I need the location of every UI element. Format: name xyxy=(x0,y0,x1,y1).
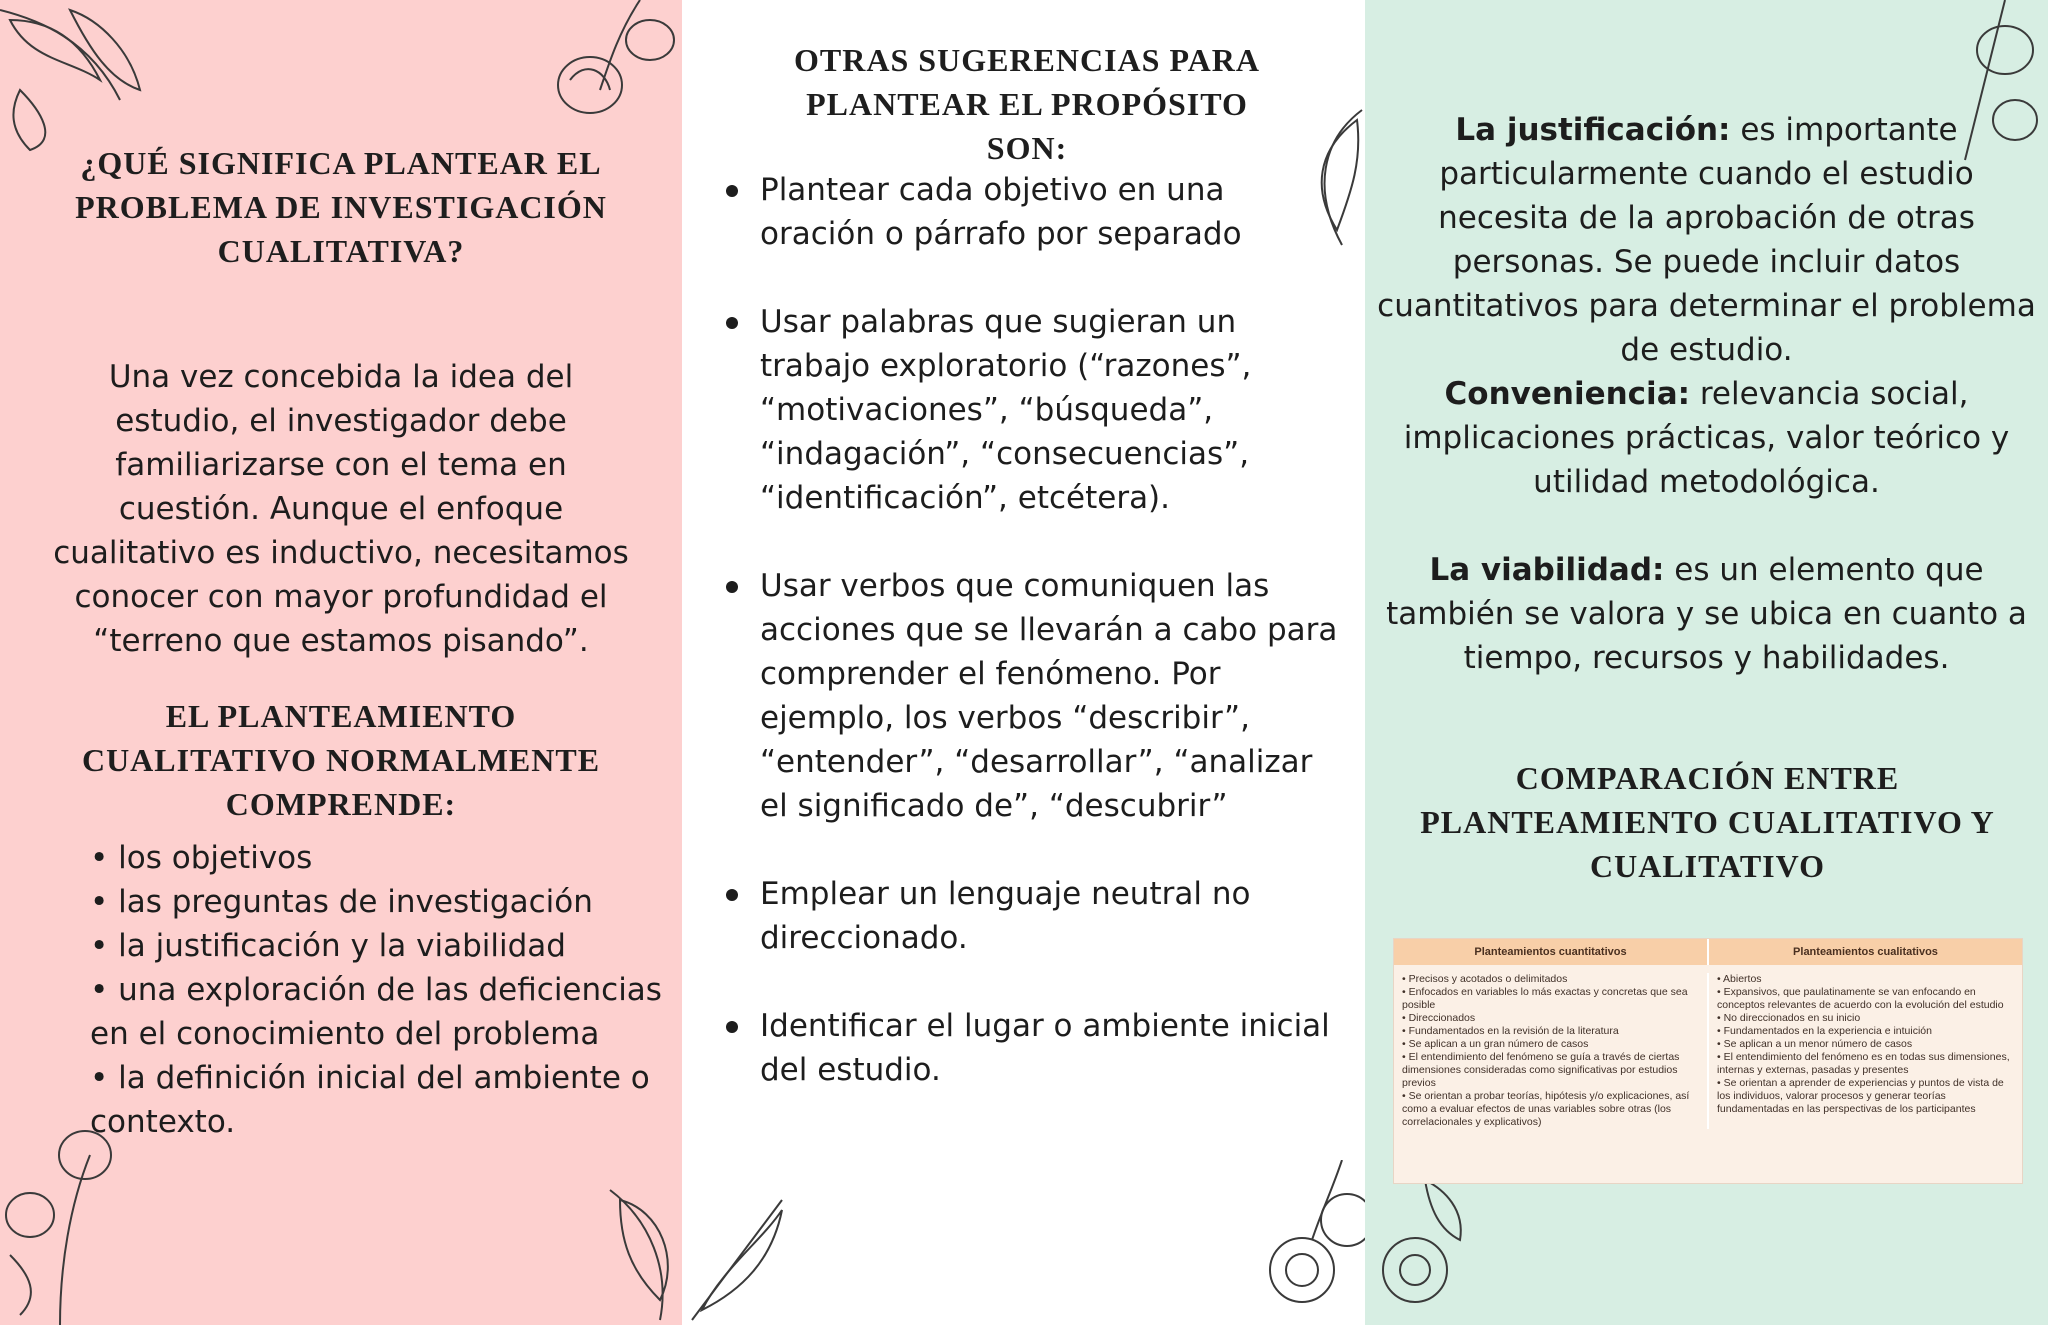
list-item-text: Identificar el lugar o ambiente inicial del estudio. xyxy=(760,1008,1330,1088)
list-item: • las preguntas de investigación xyxy=(90,884,593,920)
table-cell: • Se orientan a probar teorías, hipótesis y/o explicaciones, así como a evaluar efectos de unas variables sobre otras (los correlacionales y explicativos) xyxy=(1402,1090,1690,1128)
list-item: • la justificación y la viabilidad xyxy=(90,928,566,964)
left-panel xyxy=(0,0,682,1325)
flower-icon xyxy=(540,0,682,130)
middle-panel xyxy=(682,0,1365,1325)
bullet-icon xyxy=(726,889,738,901)
viability-label: La viabilidad: xyxy=(1429,552,1665,588)
list-item: • una exploración de las deficiencias en el conocimiento del problema xyxy=(90,972,662,1052)
list-item xyxy=(722,564,1342,828)
table-cell: • Se aplican a un menor número de casos xyxy=(1717,1038,1913,1050)
quantitative-column xyxy=(1394,973,1707,1129)
suggestions-list xyxy=(722,168,1342,1136)
left-title: ¿QUÉ SIGNIFICA PLANTEAR EL PROBLEMA DE INVESTIGACIÓN CUALITATIVA? xyxy=(75,145,607,269)
table-cell: • El entendimiento del fenómeno se guía a través de ciertas dimensiones consideradas como significativas por estudios previos xyxy=(1402,1051,1680,1089)
flower-icon xyxy=(0,1125,130,1325)
viability-text: es un elemento que también se valora y se ubica en cuanto a tiempo, recursos y habilidades. xyxy=(1386,552,2027,676)
viability-paragraph xyxy=(1375,548,2038,680)
left-intro-paragraph: Una vez concebida la idea del estudio, el investigador debe familiarizarse con el tema en cuestión. Aunque el enfoque cualitativo es inductivo, necesitamos conocer con mayor profundidad el “terreno que estamos pisando”. xyxy=(53,359,629,659)
comparison-table xyxy=(1393,938,2023,1184)
bullet-icon xyxy=(726,1021,738,1033)
right-panel xyxy=(1365,0,2048,1325)
rose-icon xyxy=(1365,1170,1475,1325)
table-header-quantitative: Planteamientos cuantitativos xyxy=(1474,946,1627,958)
list-item: • los objetivos xyxy=(90,840,313,876)
list-item xyxy=(722,300,1342,520)
leaf-icon xyxy=(600,1180,682,1325)
left-subtitle: EL PLANTEAMIENTO CUALITATIVO NORMALMENTE COMPRENDE: xyxy=(81,698,601,822)
table-body-row xyxy=(1394,965,2022,1129)
bullet-icon xyxy=(726,581,738,593)
table-cell: • Fundamentados en la revisión de la literatura xyxy=(1402,1025,1619,1037)
middle-title: OTRAS SUGERENCIAS PARA PLANTEAR EL PROPÓSITO SON: xyxy=(794,42,1260,166)
leaf-icon xyxy=(682,1180,792,1325)
list-item-text: Plantear cada objetivo en una oración o párrafo por separado xyxy=(760,172,1242,252)
table-cell: • Precisos y acotados o delimitados xyxy=(1402,973,1568,985)
list-item-text: Usar palabras que sugieran un trabajo exploratorio (“razones”, “motivaciones”, “búsqueda”, “indagación”, “consecuencias”, “identificación”, etcétera). xyxy=(760,304,1252,516)
list-item-text: Emplear un lenguaje neutral no direccionado. xyxy=(760,876,1251,956)
table-cell: • Se orientan a aprender de experiencias y puntos de vista de los individuos, valorar procesos y generar teorías fundamentadas en las perspectivas de los participantes xyxy=(1717,1077,2004,1115)
table-cell: • Se aplican a un gran número de casos xyxy=(1402,1038,1589,1050)
qualitative-column xyxy=(1707,973,2022,1129)
list-item xyxy=(722,168,1342,256)
convenience-label: Conveniencia: xyxy=(1444,376,1691,412)
convenience-paragraph xyxy=(1375,372,2038,504)
table-cell: • Expansivos, que paulatinamente se van enfocando en conceptos relevantes de acuerdo con la evolución del estudio xyxy=(1717,986,2004,1011)
justification-text: es importante particularmente cuando el estudio necesita de la aprobación de otras personas. Se puede incluir datos cuantitativos para determinar el problema de estudio. xyxy=(1377,112,2036,368)
bullet-icon xyxy=(726,317,738,329)
table-cell: • No direccionados en su inicio xyxy=(1717,1012,1861,1024)
rose-icon xyxy=(1242,1160,1365,1325)
table-header-qualitative: Planteamientos cualitativos xyxy=(1707,939,2022,965)
left-list xyxy=(90,836,680,1144)
leaf-icon xyxy=(0,0,150,160)
list-item xyxy=(722,872,1342,960)
table-cell: • Direccionados xyxy=(1402,1012,1476,1024)
comparison-title: COMPARACIÓN ENTRE PLANTEAMIENTO CUALITATIVO Y CUALITATIVO xyxy=(1420,760,1995,884)
list-item: • la definición inicial del ambiente o contexto. xyxy=(90,1060,650,1140)
table-cell: • Fundamentados en la experiencia e intuición xyxy=(1717,1025,1932,1037)
justification-paragraph xyxy=(1375,108,2038,372)
list-item xyxy=(722,1004,1342,1092)
bullet-icon xyxy=(726,185,738,197)
justification-label: La justificación: xyxy=(1455,112,1731,148)
list-item-text: Usar verbos que comuniquen las acciones que se llevarán a cabo para comprender el fenómeno. Por ejemplo, los verbos “describir”, “entender”, “desarrollar”, “analizar el significado de”, “descubrir” xyxy=(760,568,1338,824)
table-header-row xyxy=(1394,939,2022,965)
convenience-text: relevancia social, implicaciones prácticas, valor teórico y utilidad metodológica. xyxy=(1403,376,2010,500)
table-cell: • Enfocados en variables lo más exactas y concretas que sea posible xyxy=(1402,986,1688,1011)
table-cell: • El entendimiento del fenómeno es en todas sus dimensiones, internas y externas, pasadas y presentes xyxy=(1717,1051,2010,1076)
table-cell: • Abiertos xyxy=(1717,973,1762,985)
